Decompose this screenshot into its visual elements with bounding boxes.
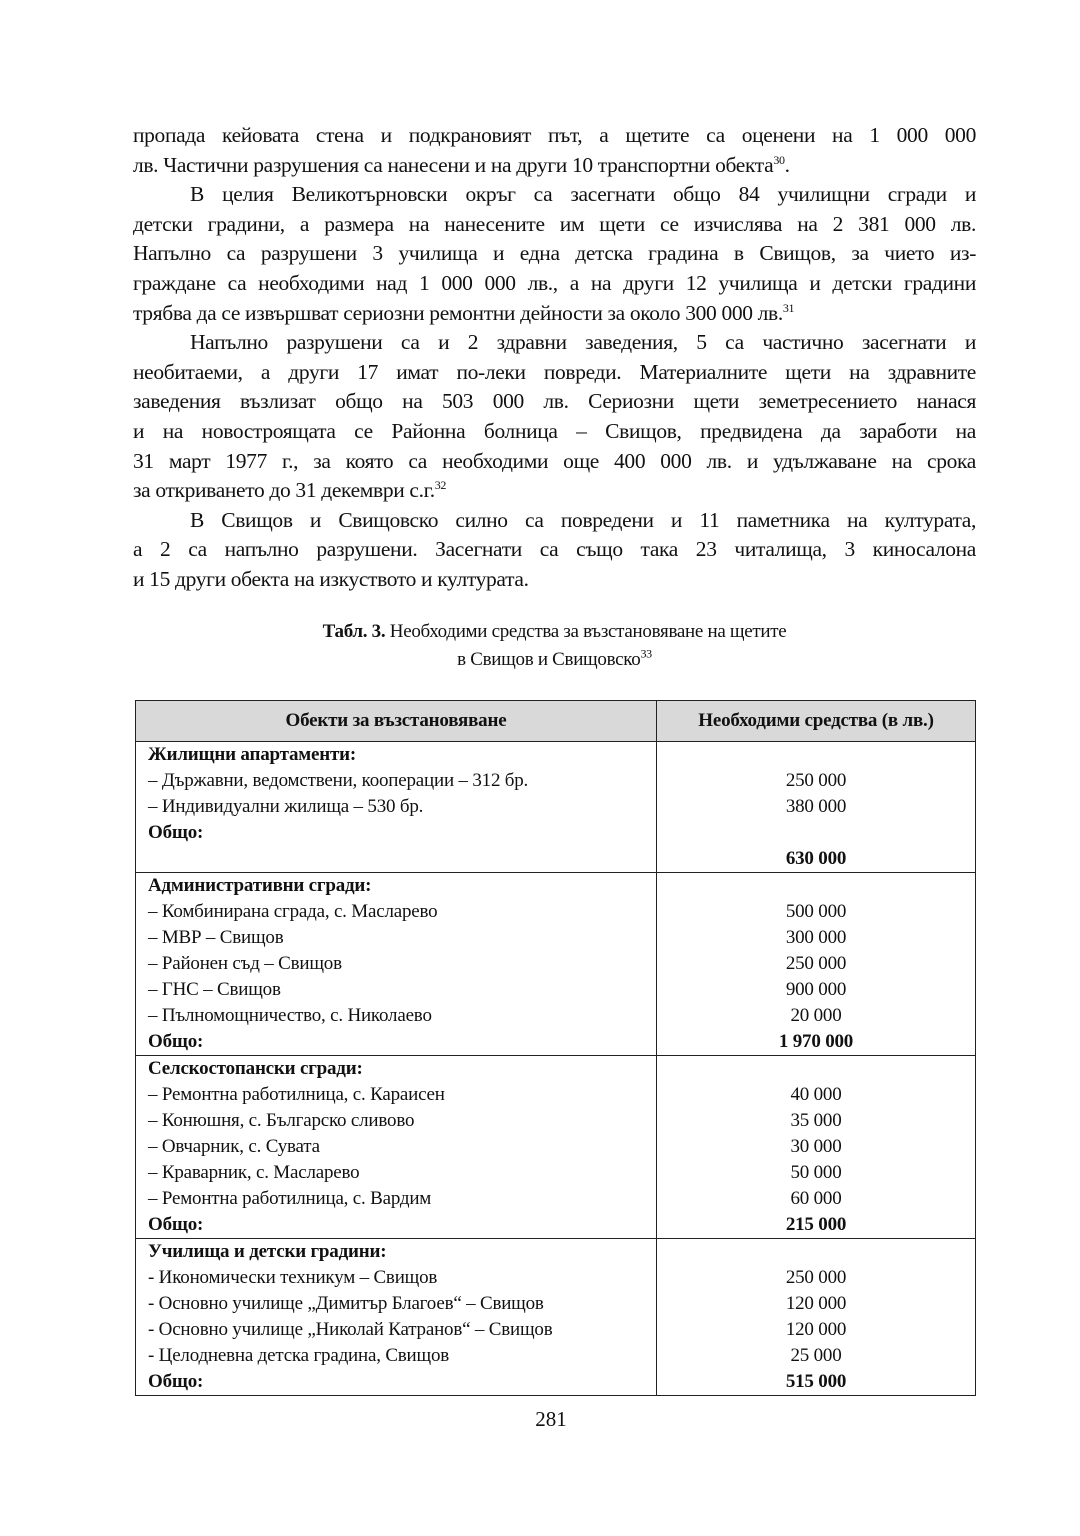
line-tail: . [784,152,790,177]
text-line [133,565,976,595]
group-title: Училища и детски градини: [148,1241,387,1262]
line-text: Напълно са разрушени 3 училища и една детска градина в Свищов, за чието из- [133,241,976,266]
table-header-row [136,701,976,742]
item-name: – МВР – Свищов [148,927,284,948]
line-text: лв. Частични разрушения са нанесени и на други 10 транспортни обекта [133,152,774,177]
total-value: 630 000 [785,848,847,869]
footnote-ref: 31 [782,300,795,315]
funds-table [135,700,976,1396]
item-name: – ГНС – Свищов [148,979,281,1000]
funds-cell [657,1056,976,1239]
item-name: – Краварник, с. Масларево [148,1162,360,1183]
total-label: Общо: [148,1031,204,1052]
blank-line [657,742,975,768]
text-line [133,239,976,269]
item-value: 500 000 [785,901,847,922]
text-line [133,121,976,151]
text-line [133,417,976,447]
line-text: заведения възлизат общо на 503 000 лв. Сериозни щети земетресението нанася [133,389,976,414]
text-line [133,387,976,417]
table-group-row [136,742,976,873]
item-value: 25 000 [790,1345,842,1366]
item-name: – Комбинирана сграда, с. Масларево [148,901,438,922]
text-line [133,447,976,477]
item-name: – Пълномощничество, с. Николаево [148,1005,432,1026]
line-text: В Свищов и Свищовско силно са повредени и 11 паметника на културата, [190,507,976,532]
item-value: 900 000 [785,979,847,1000]
item-name: – Индивидуални жилища – 530 бр. [148,796,424,817]
item-value: 50 000 [790,1162,842,1183]
item-value: 40 000 [790,1084,842,1105]
header-funds: Необходими средства (в лв.) [657,701,976,742]
line-text: граждане са необходими над 1 000 000 лв., а на други 12 училища и детски градини [133,270,976,295]
text-line [133,328,976,358]
blank-line [657,873,975,899]
footnote-ref: 32 [434,477,447,492]
objects-cell [136,1056,657,1239]
blank-line [657,820,975,846]
line-text: за откриването до 31 декември с.г. [133,478,435,503]
item-name: - Целодневна детска градина, Свищов [148,1345,450,1366]
caption-footnote: 33 [640,646,652,661]
caption-line-1: Необходими средства за възстановяване на щетите [385,621,787,642]
item-value: 120 000 [785,1319,847,1340]
text-line [133,299,976,329]
item-name: - Основно училище „Димитър Благоев“ – Свищов [148,1293,544,1314]
body-text [133,121,976,595]
objects-cell [136,873,657,1056]
item-name: - Икономически техникум – Свищов [148,1267,438,1288]
blank-line [148,846,656,872]
caption-label: Табл. 3. [322,621,386,642]
total-label: Общо: [148,1371,204,1392]
objects-cell [136,1239,657,1396]
line-text: необитаеми, а други 17 имат по-леки повреди. Материалните щети на здравните [133,359,976,384]
page-number: 281 [535,1407,567,1431]
table-group-row [136,1056,976,1239]
header-objects: Обекти за възстановяване [136,701,657,742]
line-text: и 15 други обекта на изкуството и културата. [133,566,529,591]
item-name: – Конюшня, с. Българско сливово [148,1110,415,1131]
item-value: 35 000 [790,1110,842,1131]
funds-cell [657,742,976,873]
funds-cell [657,873,976,1056]
line-text: и на новостроящата се Районна болница – Свищов, предвидена да заработи на [133,418,976,443]
total-value: 515 000 [785,1371,847,1392]
text-line [133,358,976,388]
line-text: Напълно разрушени са и 2 здравни заведения, 5 са частично засегнати и [190,330,976,355]
blank-line [657,1056,975,1082]
table-group-row [136,1239,976,1396]
line-text: трябва да се извършват сериозни ремонтни дейности за около 300 000 лв. [133,300,783,325]
item-name: – Ремонтна работилница, с. Вардим [148,1188,432,1209]
line-text: В целия Великотърновски окръг са засегнати общо 84 училищни сгради и [190,182,976,207]
text-line [133,269,976,299]
text-line [133,151,976,181]
group-title: Селскостопански сгради: [148,1058,363,1079]
group-title: Административни сгради: [148,875,372,896]
item-value: 300 000 [785,927,847,948]
total-value: 215 000 [785,1214,847,1235]
item-name: – Държавни, ведомствени, кооперации – 312 бр. [148,770,529,791]
group-title: Жилищни апартаменти: [148,744,357,765]
item-value: 250 000 [785,1267,847,1288]
table-group-row [136,873,976,1056]
funds-cell [657,1239,976,1396]
text-line [133,476,976,506]
item-value: 20 000 [790,1005,842,1026]
total-label: Общо: [148,822,204,843]
item-name: – Районен съд – Свищов [148,953,342,974]
text-line [133,210,976,240]
blank-line [657,1239,975,1265]
total-value: 1 970 000 [778,1031,854,1052]
item-name: – Овчарник, с. Сувата [148,1136,320,1157]
text-line [133,506,976,536]
item-value: 60 000 [790,1188,842,1209]
caption-line-2: в Свищов и Свищовско [457,649,641,670]
total-label: Общо: [148,1214,204,1235]
line-text: а 2 са напълно разрушени. Засегнати са също така 23 читалища, 3 киносалона [133,537,976,562]
line-text: детски градини, а размера на нанесените им щети се изчислява на 2 381 000 лв. [133,211,976,236]
item-value: 30 000 [790,1136,842,1157]
item-value: 250 000 [785,953,847,974]
table-caption [133,618,976,674]
objects-cell [136,742,657,873]
line-text: 31 март 1977 г., за която са необходими още 400 000 лв. и удължаване на срока [133,448,976,473]
footnote-ref: 30 [773,152,785,167]
text-line [133,180,976,210]
item-value: 120 000 [785,1293,847,1314]
item-value: 380 000 [785,796,847,817]
item-name: – Ремонтна работилница, с. Караисен [148,1084,445,1105]
item-value: 250 000 [785,770,847,791]
line-text: пропада кейовата стена и подкрановият път, а щетите са оценени на 1 000 000 [133,123,976,147]
text-line [133,535,976,565]
item-name: - Основно училище „Николай Катранов“ – Свищов [148,1319,553,1340]
